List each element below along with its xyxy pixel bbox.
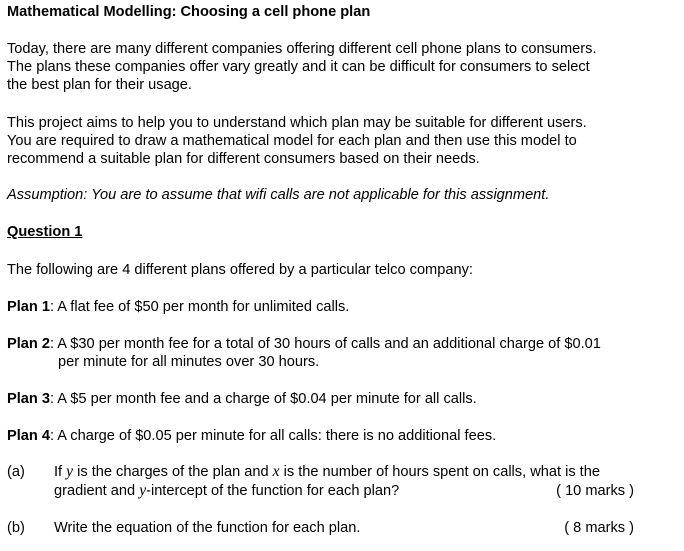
plan-label: Plan 1 xyxy=(7,299,50,315)
plan-text: : A $30 per month fee for a total of 30 hours of calls and an additional charge of $0.01 xyxy=(50,336,601,352)
aim-line-3: recommend a suitable plan for different consumers based on their needs. xyxy=(7,151,480,167)
intro-line-1: Today, there are many different companies offering different cell phone plans to consumers. xyxy=(7,41,597,57)
plan-1 xyxy=(7,298,664,316)
assumption-text: Assumption: You are to assume that wifi calls are not applicable for this assignment. xyxy=(7,187,550,203)
variable-y: y xyxy=(66,463,74,480)
plan-label: Plan 2 xyxy=(7,336,50,352)
aim-line-1: This project aims to help you to understand which plan may be suitable for different users. xyxy=(7,115,587,131)
part-label: (b) xyxy=(7,520,25,536)
plan-label: Plan 4 xyxy=(7,428,50,444)
plan-4 xyxy=(7,427,664,445)
variable-y: y xyxy=(139,482,147,499)
marks-label: ( 10 marks ) xyxy=(556,483,634,499)
part-question-line-2: gradient and y-intercept of the function for each plan? xyxy=(54,482,400,499)
plan-3 xyxy=(7,390,664,408)
plan-text: : A charge of $0.05 per minute for all calls: there is no additional fees. xyxy=(50,428,497,444)
aim-paragraph xyxy=(7,114,664,168)
part-question: If y is the charges of the plan and x is the number of hours spent on calls, what is the xyxy=(54,463,600,480)
marks-label: ( 8 marks ) xyxy=(564,520,634,536)
part-label: (a) xyxy=(7,464,25,480)
plan-label: Plan 3 xyxy=(7,391,50,407)
document-title: Mathematical Modelling: Choosing a cell phone plan xyxy=(7,4,371,20)
plan-2 xyxy=(7,335,664,371)
intro-line-2: The plans these companies offer vary greatly and it can be difficult for consumers to select xyxy=(7,59,590,75)
intro-line-3: the best plan for their usage. xyxy=(7,77,192,93)
plan-text: : A $5 per month fee and a charge of $0.04 per minute for all calls. xyxy=(50,391,477,407)
intro-paragraph xyxy=(7,40,664,94)
aim-line-2: You are required to draw a mathematical model for each plan and then use this model to xyxy=(7,133,577,149)
variable-x: x xyxy=(272,463,280,480)
plan-text: : A flat fee of $50 per month for unlimited calls. xyxy=(50,299,350,315)
question-intro: The following are 4 different plans offered by a particular telco company: xyxy=(7,262,473,278)
question-heading: Question 1 xyxy=(7,224,83,240)
plan-text-continued: per minute for all minutes over 30 hours. xyxy=(58,354,320,370)
part-question: Write the equation of the function for each plan. xyxy=(54,520,361,536)
